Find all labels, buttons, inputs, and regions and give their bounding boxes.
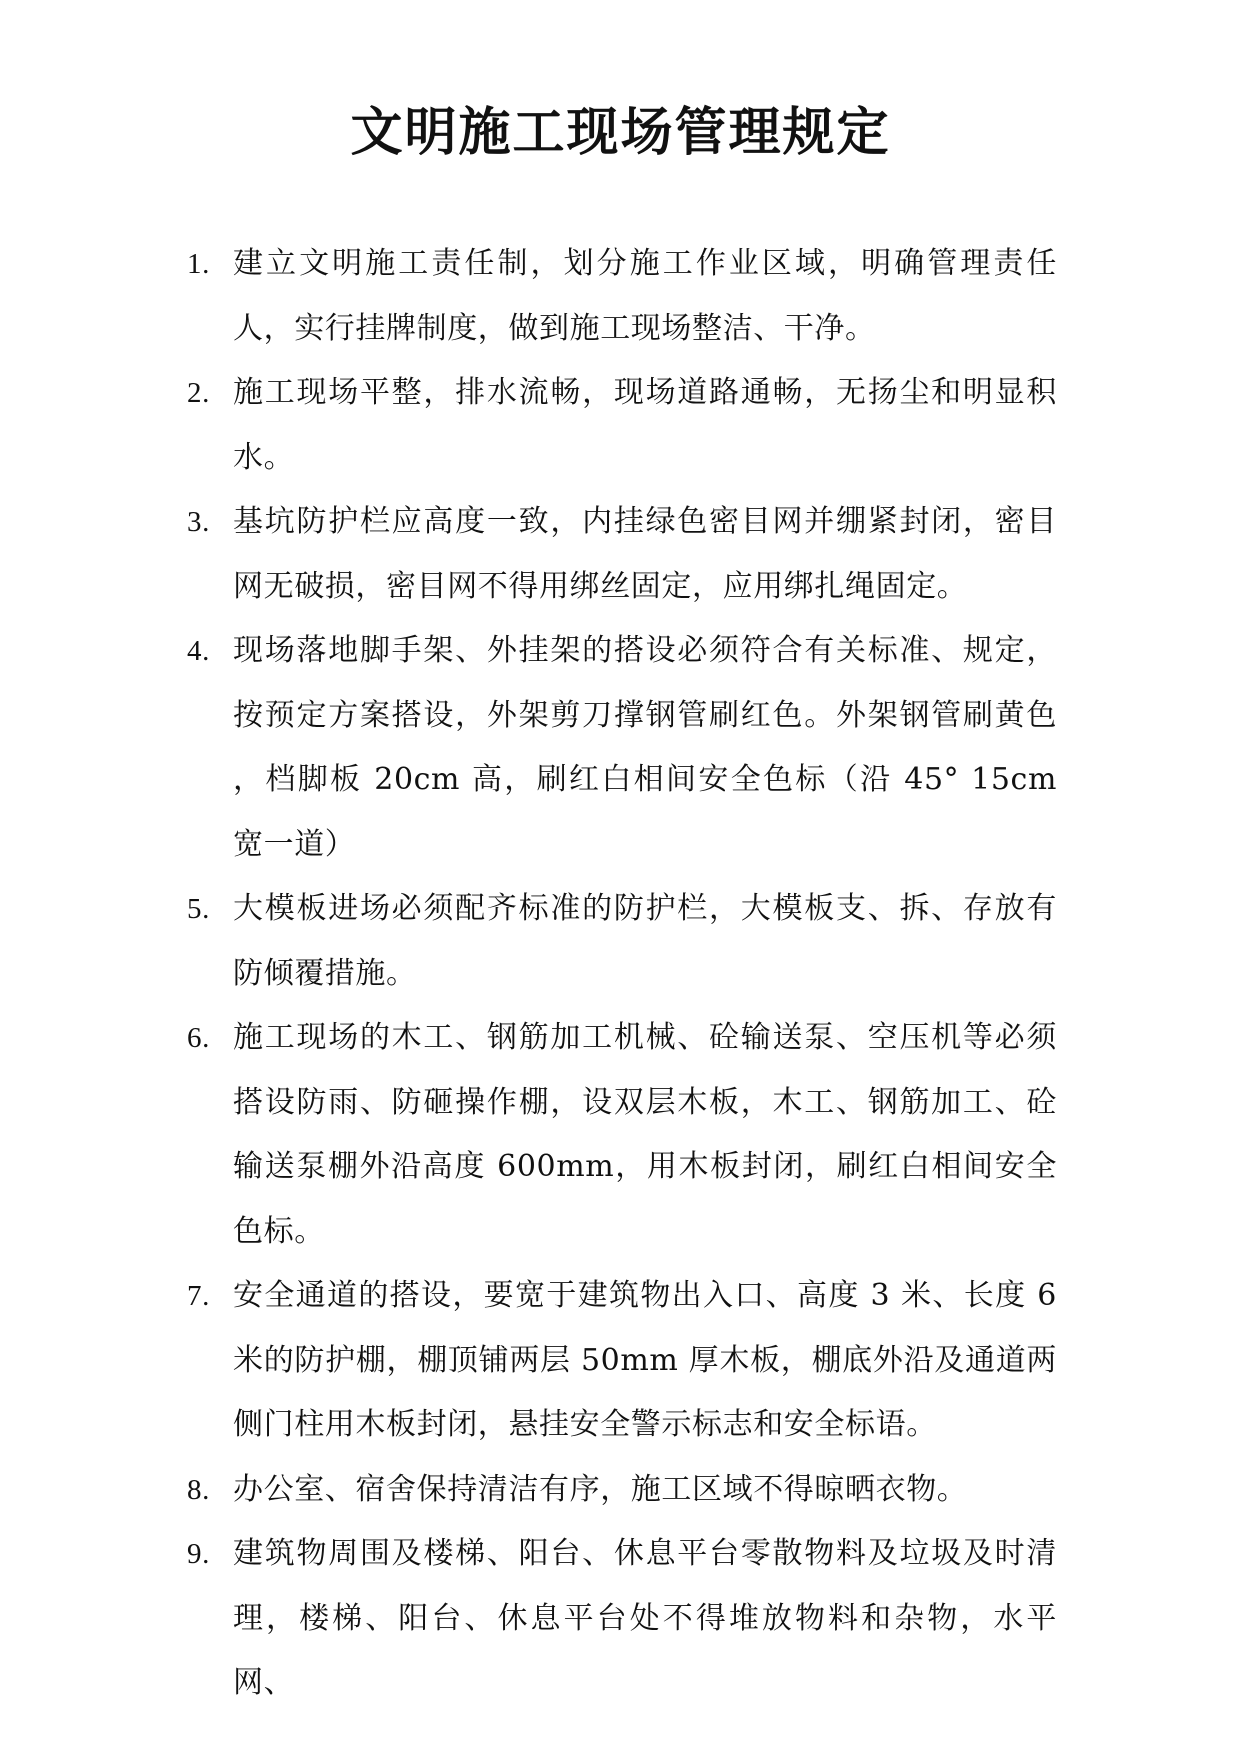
item-text: 建立文明施工责任制，划分施工作业区域，明确管理责任人，实行挂牌制度，做到施工现场整洁、干净。 — [233, 246, 1057, 346]
item-number: 8. — [187, 1473, 210, 1506]
regulation-item-8 — [187, 1458, 1057, 1523]
regulation-list — [187, 232, 1057, 1716]
regulation-item-5 — [187, 877, 1057, 1006]
item-number: 6. — [187, 1022, 210, 1054]
document-title: 文明施工现场管理规定 — [350, 103, 891, 163]
item-text: 基坑防护栏应高度一致，内挂绿色密目网并绷紧封闭，密目网无破损，密目网不得用绑丝固定，应用绑扎绳固定。 — [233, 504, 1057, 604]
item-number: 4. — [187, 635, 210, 667]
regulation-item-7 — [187, 1264, 1057, 1458]
item-number: 5. — [187, 893, 210, 925]
item-text: 建筑物周围及楼梯、阳台、休息平台零散物料及垃圾及时清理，楼梯、阳台、休息平台处不得堆放物料和杂物，水平网、 — [233, 1536, 1057, 1700]
item-number: 9. — [187, 1538, 210, 1570]
regulation-item-2 — [187, 361, 1057, 490]
item-text: 大模板进场必须配齐标准的防护栏，大模板支、拆、存放有防倾覆措施。 — [233, 891, 1057, 991]
item-text: 安全通道的搭设，要宽于建筑物出入口、高度 3 米、长度 6 米的防护棚，棚顶铺两层 50mm 厚木板，棚底外沿及通道两侧门柱用木板封闭，悬挂安全警示标志和安全标语。 — [233, 1278, 1057, 1442]
regulation-item-1 — [187, 232, 1057, 361]
regulation-item-4 — [187, 619, 1057, 877]
regulation-item-6 — [187, 1006, 1057, 1264]
item-number: 2. — [187, 377, 210, 409]
item-number: 1. — [187, 248, 210, 280]
item-text: 施工现场的木工、钢筋加工机械、砼输送泵、空压机等必须搭设防雨、防砸操作棚，设双层木板，木工、钢筋加工、砼输送泵棚外沿高度 600mm，用木板封闭，刷红白相间安全色标。 — [233, 1020, 1057, 1249]
regulation-item-3 — [187, 490, 1057, 619]
item-text: 现场落地脚手架、外挂架的搭设必须符合有关标准、规定，按预定方案搭设，外架剪刀撑钢管刷红色。外架钢管刷黄色 ，档脚板 20cm 高，刷红白相间安全色标（沿 45° 15cm 宽一道） — [233, 633, 1057, 862]
item-text: 办公室、宿舍保持清洁有序，施工区域不得晾晒衣物。 — [233, 1471, 968, 1507]
regulation-item-9 — [187, 1522, 1057, 1716]
item-text: 施工现场平整，排水流畅，现场道路通畅，无扬尘和明显积水。 — [233, 375, 1057, 475]
item-number: 3. — [187, 506, 210, 538]
item-number: 7. — [187, 1280, 210, 1312]
